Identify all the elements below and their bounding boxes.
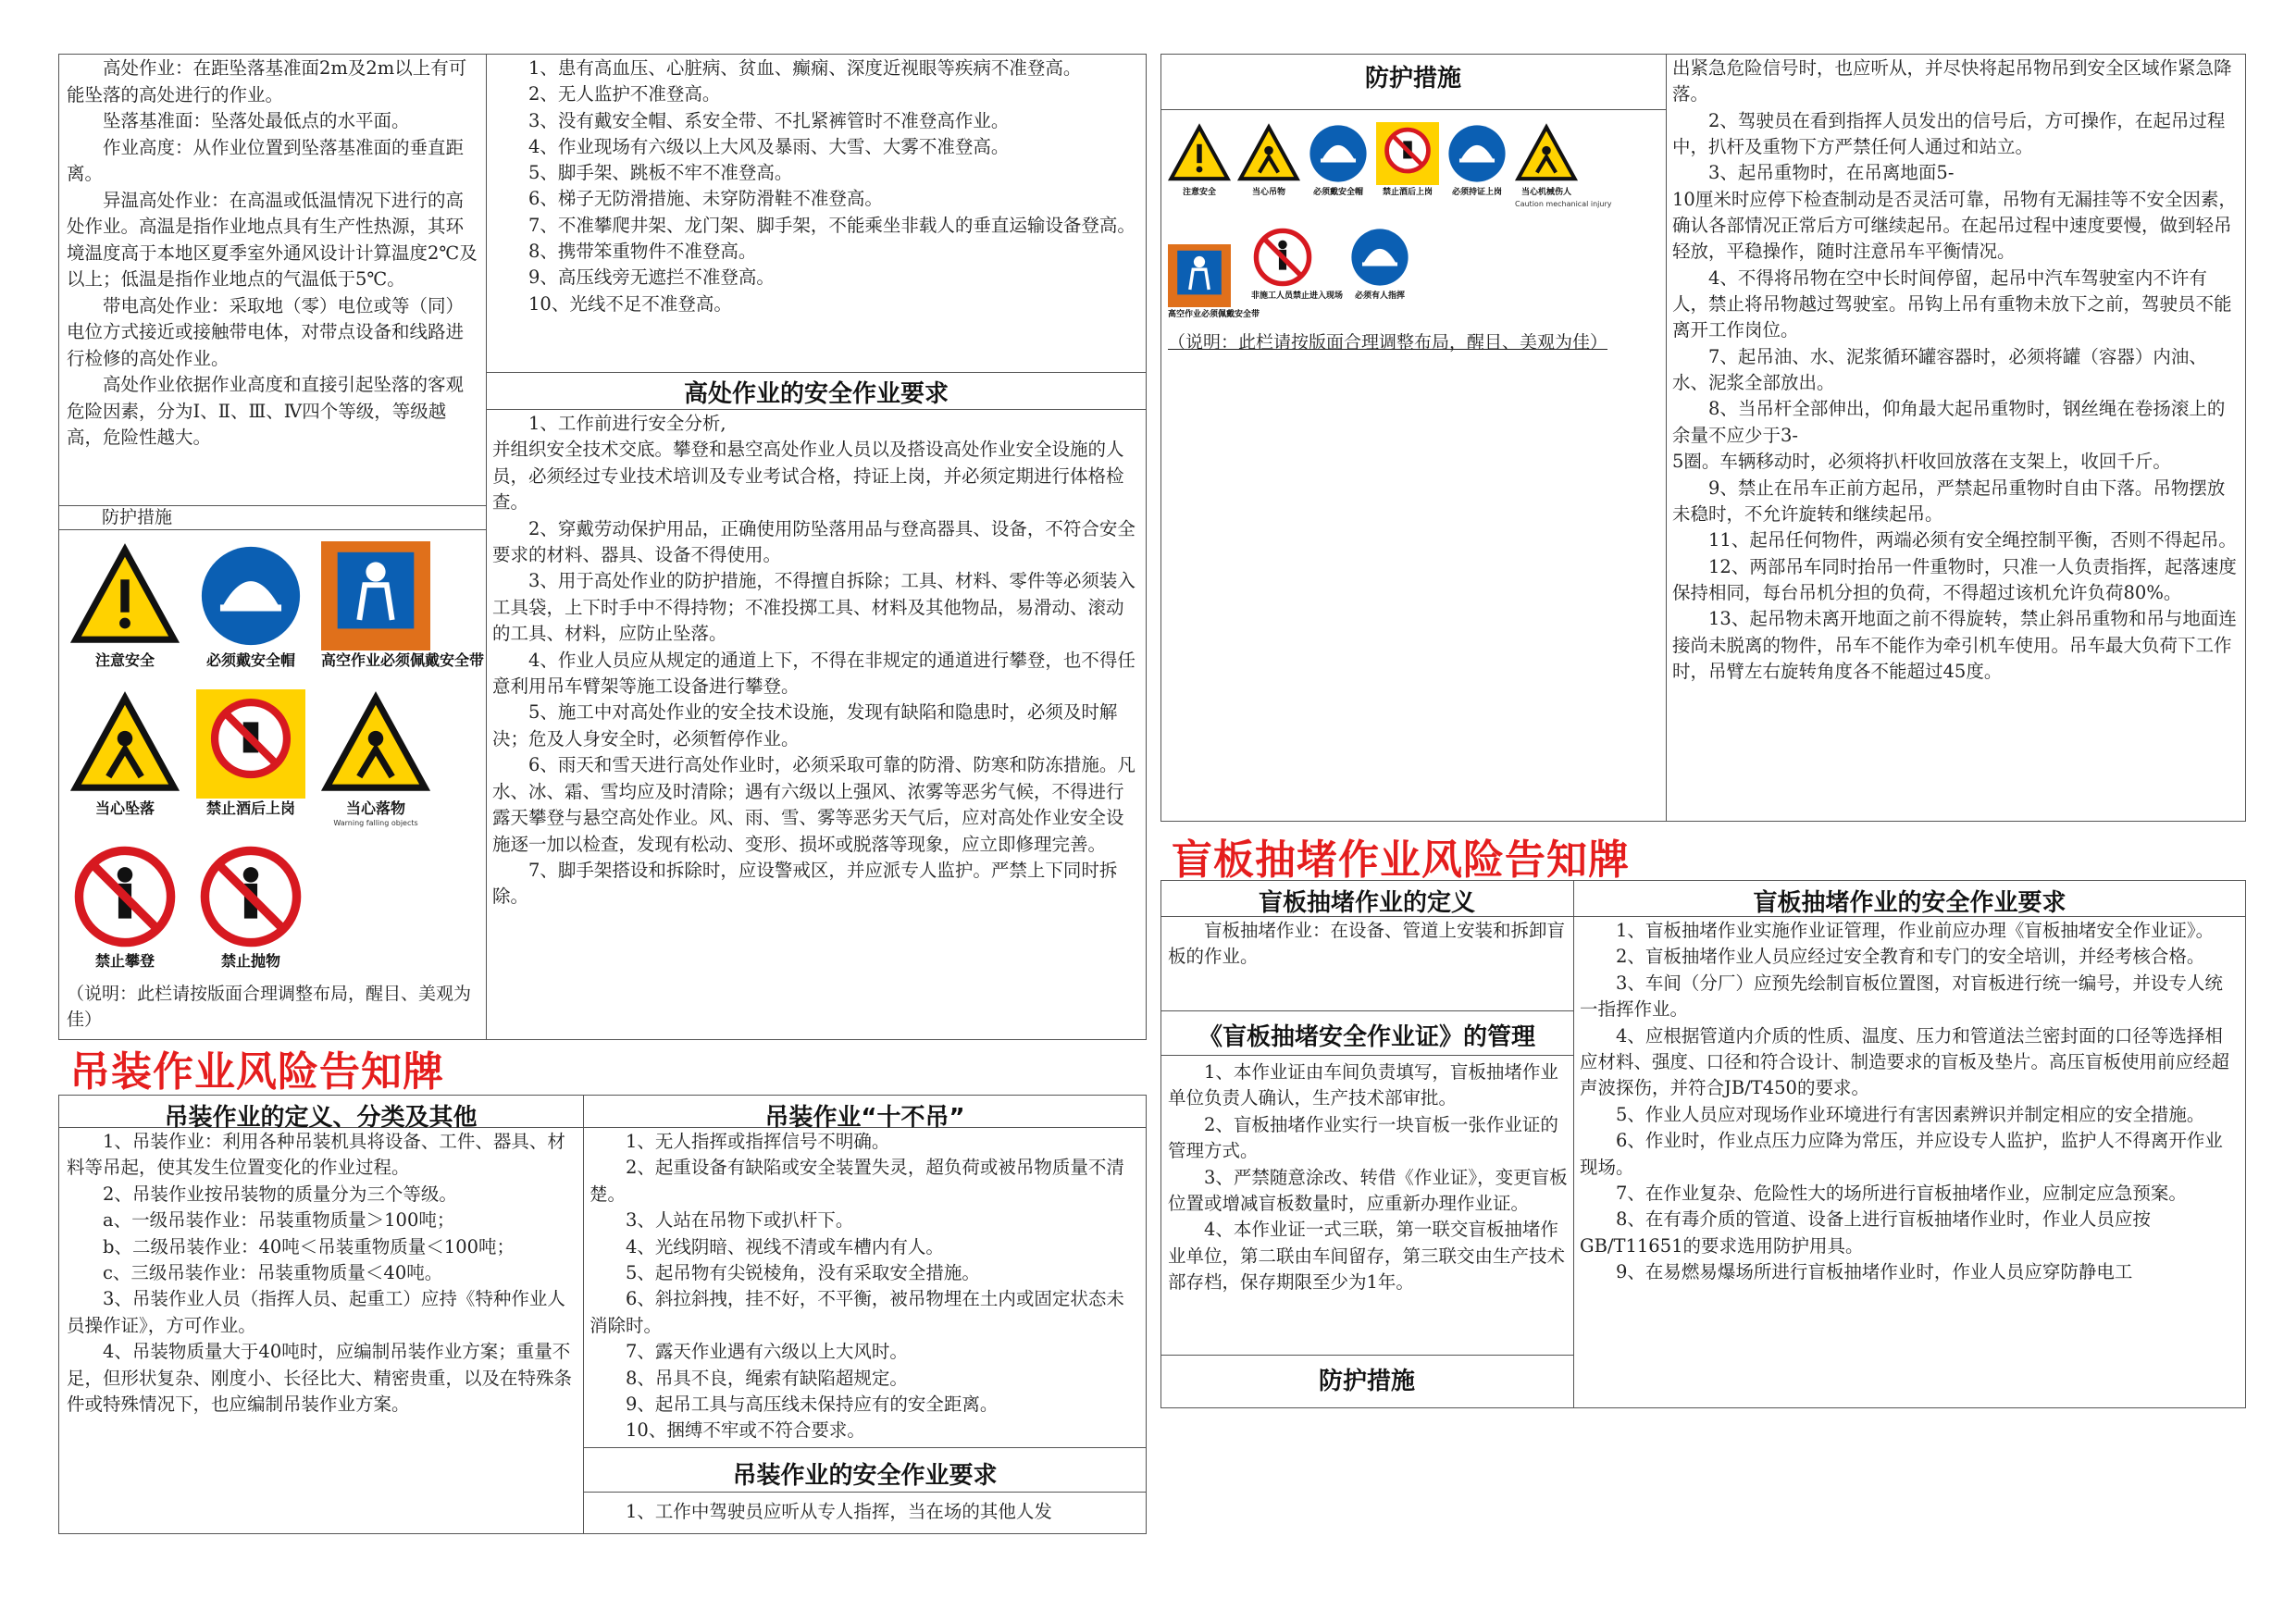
divider (1160, 1355, 1573, 1356)
sign-caption: 注意安全 (1168, 185, 1231, 200)
divider (583, 1492, 1147, 1493)
height-work-requirements (492, 411, 1140, 911)
divider (1160, 109, 1666, 110)
sign-caption: 必须有人指挥 (1348, 289, 1411, 304)
lifting-def-title: 吊装作业的定义、分类及其他 (164, 1104, 478, 1132)
safety-sign (1376, 122, 1439, 200)
height-work-note: （说明：此栏请按版面合理调整布局，醒目、美观为佳） (67, 984, 472, 1030)
paragraph: 2、吊装作业按吊装物的质量分为三个等级。 (103, 1183, 457, 1205)
blind-requirements (1580, 918, 2240, 1286)
divider (1160, 1055, 1573, 1056)
paragraph: 7、在作业复杂、危险性大的场所进行盲板抽堵作业，应制定应急预案。 (1616, 1183, 2187, 1205)
lifting-requirements-continued (1672, 56, 2240, 685)
height-work-signs (67, 532, 483, 985)
paragraph: 4、光线阴暗、视线不清或车槽内有人。 (626, 1235, 944, 1258)
paragraph: 3、吊装作业人员（指挥人员、起重工）应持《特种作业人员操作证》，方可作业。 (67, 1288, 565, 1336)
fall-warning-icon (70, 689, 180, 799)
paragraph: 7、脚手架搭设和拆除时，应设警戒区，并应派专人监护。严禁上下同时拆除。 (492, 859, 1118, 908)
sign-caption: 当心坠落 (70, 799, 180, 819)
paragraph: 5、起吊物有尖锐棱角，没有采取安全措施。 (626, 1262, 980, 1284)
paragraph: 3、没有戴安全帽、系安全带、不扎紧裤管时不准登高作业。 (528, 109, 1010, 131)
paragraph: 9、在易燃易爆场所进行盲板抽堵作业时，作业人员应穿防静电工 (1616, 1261, 2133, 1283)
sign-caption: 当心吊物 (1237, 185, 1300, 200)
divider (1160, 1010, 1573, 1011)
sign-caption: 非施工人员禁止进入现场 (1251, 289, 1314, 304)
paragraph: 3、车间（分厂）应预先绘制盲板位置图，对盲板进行统一编号，并设专人统一指挥作业。 (1580, 972, 2223, 1021)
paragraph: 9、起吊工具与高压线未保持应有的安全距离。 (626, 1394, 999, 1416)
paragraph: 5、施工中对高处作业的安全技术设施，发现有缺陷和隐患时，必须及时解决；危及人身安全时，必须暂停作业。 (492, 701, 1118, 750)
sign-caption: 禁止酒后上岗 (196, 799, 305, 819)
paragraph: 坠落基准面：坠落处最低点的水平面。 (103, 110, 410, 131)
mechanical-injury-icon (1515, 122, 1578, 185)
no-throwing-icon (196, 842, 305, 951)
paragraph: 作业高度：从作业位置到坠落基准面的垂直距离。 (67, 136, 465, 184)
divider (486, 54, 487, 1040)
divider (1666, 54, 1667, 822)
blind-title: 盲板抽堵作业风险告知牌 (1172, 836, 1630, 884)
paragraph: 13、起吊物未离开地面之前不得旋转，禁止斜吊重物和吊与地面连接尚未脱离的物件，吊车不能作为牵引机车使用。吊车最大负荷下工作时，吊臂左右旋转角度各不能超过45度。 (1672, 608, 2237, 682)
paragraph: 12、两部吊车同时抬吊一件重物时，只准一人负责指挥，起落速度保持相同，每台吊机分担的负荷，不得超过该机允许负荷80%。 (1672, 555, 2237, 603)
paragraph: 2、无人监护不准登高。 (528, 83, 721, 105)
paragraph: 3、用于高处作业的防护措施，不得擅自拆除；工具、材料、零件等必须装入工具袋，上下时手中不得持物；不准投掷工具、材料及其他物品，易滑动、滚动的工具、材料，应防止坠落。 (492, 570, 1136, 645)
paragraph: 8、当吊杆全部伸出，仰角最大起吊重物时，钢丝绳在卷扬滚上的余量不应少于3- (1672, 398, 2226, 446)
paragraph: 1、工作前进行安全分析, (528, 413, 726, 434)
falling-objects-icon (321, 689, 430, 799)
paragraph: 4、不得将吊物在空中长时间停留，起吊中汽车驾驶室内不许有人，禁止将吊物越过驾驶室。吊钩上吊有重物未放下之前，驾驶员不能离开工作岗位。 (1672, 266, 2232, 341)
safety-sign (1168, 122, 1231, 200)
paragraph: 6、雨天和雪天进行高处作业时，必须采取可靠的防滑、防寒和防冻措施。凡水、冰、霜、雪均应及时清除；遇有六级以上强风、浓雾等恶劣气候，不得进行露天攀登与悬空高处作业。风、雨、雪、雾等恶劣天气后，应对高处作业安全设施逐一加以检查，发现有松动、变形、损坏或脱落等现象，应立即修理完善。 (492, 754, 1136, 855)
paragraph: 10厘米时应停下检查制动是否灵活可靠，吊物有无漏挂等不安全因素，确认各部情况正常后方可继续起吊。在起吊过程中速度要慢，做到轻吊轻放，平稳操作，随时注意吊车平衡情况。 (1672, 188, 2237, 263)
safety-sign (1168, 244, 1260, 322)
safety-sign (1237, 122, 1300, 200)
sign-caption: 必须戴安全帽 (196, 650, 305, 671)
sign-caption: 必须持证上岗 (1446, 185, 1508, 200)
paragraph: 3、严禁随意涂改、转借《作业证》，变更盲板位置或增减盲板数量时，应重新办理作业证。 (1168, 1166, 1568, 1215)
paragraph: 1、吊装作业：利用各种吊装机具将设备、工件、器具、材料等吊起，使其发生位置变化的作业过程。 (67, 1131, 565, 1179)
sign-caption: 高空作业必须佩戴安全带 (321, 651, 485, 669)
blind-definition: 盲板抽堵作业：在设备、管道上安装和拆卸盲板的作业。 (1168, 920, 1566, 968)
safety-sign (321, 689, 430, 828)
divider (486, 372, 1147, 373)
safety-sign (70, 842, 180, 972)
paragraph: 5圈。车辆移动时，必须将扒杆收回放落在支架上，收回千斤。 (1672, 451, 2171, 473)
paragraph: 10、捆缚不牢或不符合要求。 (626, 1419, 865, 1442)
sign-caption: 当心落物 (321, 799, 430, 819)
sign-caption-en: Warning falling objects (333, 819, 418, 827)
safety-sign (1348, 226, 1411, 304)
paragraph: 2、盲板抽堵作业人员应经过安全教育和专门的安全培训，并经考核合格。 (1616, 946, 2205, 968)
sign-caption: 当心机械伤人 (1515, 185, 1578, 200)
blind-protection-title: 防护措施 (1318, 1368, 1415, 1395)
paragraph: 3、起吊重物时，在吊离地面5- (1708, 162, 1955, 184)
helmet-icon (1307, 122, 1370, 185)
paragraph: 11、起吊任何物件，两端必须有安全绳控制平衡，否则不得起吊。 (1708, 529, 2237, 551)
blind-management (1168, 1059, 1568, 1296)
paragraph: 6、作业时，作业点压力应降为常压，并应设专人监护，监护人不得离开作业现场。 (1580, 1130, 2223, 1178)
safety-sign (321, 541, 485, 671)
safety-sign (196, 689, 305, 819)
paragraph: 5、脚手架、跳板不牢不准登高。 (528, 162, 793, 184)
lifting-req-title: 吊装作业的安全作业要求 (732, 1462, 998, 1490)
paragraph: 4、吊装物质量大于40吨时，应编制吊装作业方案；重量不足，但形状复杂、刚度小、长径比大、精密贵重，以及在特殊条件或特殊情况下，也应编制吊装作业方案。 (67, 1341, 573, 1416)
blind-mgmt-title: 《盲板抽堵安全作业证》的管理 (1198, 1023, 1535, 1051)
paragraph: 4、作业人员应从规定的通道上下，不得在非规定的通道进行攀登，也不得任意利用吊车臂架等施工设备进行攀登。 (492, 649, 1136, 698)
lifting-protection-title: 防护措施 (1364, 65, 1461, 93)
caution-triangle-icon (1168, 122, 1231, 185)
paragraph: 带电高处作业：采取地（零）电位或等（同）电位方式接近或接触带电体，对带点设备和线路进行检修的高处作业。 (67, 294, 465, 369)
paragraph: 1、无人指挥或指挥信号不明确。 (626, 1131, 890, 1152)
paragraph: 1、盲板抽堵作业实施作业证管理，作业前应办理《盲板抽堵安全作业证》。 (1616, 920, 2215, 941)
sign-caption: 禁止攀登 (70, 951, 180, 972)
safety-sign (70, 689, 180, 819)
lifting-ten-title: 吊装作业“十不吊” (764, 1104, 965, 1132)
paragraph: 4、作业现场有六级以上大风及暴雨、大雪、大雾不准登高。 (528, 135, 1010, 157)
paragraph: 3、人站在吊物下或扒杆下。 (626, 1209, 854, 1232)
sign-caption: 注意安全 (70, 650, 180, 671)
divider (1573, 880, 1574, 1408)
divider (58, 529, 486, 530)
safety-sign (196, 541, 305, 671)
blind-req-title: 盲板抽堵作业的安全作业要求 (1753, 889, 2066, 917)
paragraph: 并组织安全技术交底。攀登和悬空高处作业人员以及搭设高处作业安全设施的人员，必须经过专业技术培训及专业考试合格，持证上岗，并必须定期进行体格检查。 (492, 439, 1124, 514)
sign-caption: 必须戴安全帽 (1307, 185, 1370, 200)
blind-def-title: 盲板抽堵作业的定义 (1258, 889, 1475, 917)
no-jumping-icon (70, 842, 180, 951)
paragraph: 2、穿戴劳动保护用品，正确使用防坠落用品与登高器具、设备，不符合安全要求的材料、器具、设备不得使用。 (492, 517, 1136, 566)
paragraph: 8、吊具不良，绳索有缺陷超规定。 (626, 1367, 908, 1389)
lifting-note: （说明：此栏请按版面合理调整布局，醒目、美观为佳） (1168, 332, 1608, 353)
paragraph: b、二级吊装作业：40吨＜吊装重物质量＜100吨； (103, 1235, 515, 1258)
paragraph: 6、梯子无防滑措施、未穿防滑鞋不准登高。 (528, 188, 883, 210)
paragraph: 6、斜拉斜拽，挂不好，不平衡，被吊物埋在土内或固定状态未消除时。 (590, 1288, 1124, 1336)
safety-sign (1251, 226, 1344, 304)
safety-harness-icon (321, 541, 430, 650)
paragraph: 9、高压线旁无遮拦不准登高。 (528, 266, 775, 289)
hanging-load-icon (1237, 122, 1300, 185)
divider (583, 1447, 1147, 1448)
safety-sign (1307, 122, 1370, 200)
paragraph: 9、禁止在吊车正前方起吊，严禁起吊重物时自由下落。吊物摆放未稳时，不允许旋转和继续起吊。 (1672, 477, 2226, 525)
paragraph: c、三级吊装作业：吊装重物质量＜40吨。 (103, 1262, 443, 1284)
lifting-title: 吊装作业风险告知牌 (69, 1048, 444, 1096)
paragraph: 异温高处作业：在高温或低温情况下进行的高处作业。高温是指作业地点具有生产性热源，其环境温度高于本地区夏季室外通风设计计算温度2℃及以上；低温是指作业地点的气温低于5℃。 (67, 189, 478, 290)
no-drinking-icon (196, 689, 305, 799)
paragraph: a、一级吊装作业：吊装重物质量＞100吨； (103, 1209, 455, 1232)
paragraph: 7、露天作业遇有六级以上大风时。 (626, 1341, 908, 1363)
lifting-signs (1168, 117, 1658, 339)
height-work-definitions (67, 56, 481, 452)
protection-label: 防护措施 (102, 507, 173, 527)
paragraph: 10、光线不足不准登高。 (528, 292, 732, 315)
lifting-ten-rules (590, 1129, 1141, 1444)
sign-caption: 高空作业必须佩戴安全带 (1168, 307, 1231, 322)
paragraph: 4、应根据管道内介质的性质、温度、压力和管道法兰密封面的口径等选择相应材料、强度、口径和符合设计、制造要求的盲板及垫片。高压盲板使用前应经超声波探伤，并符合JB/T450的要求。 (1580, 1024, 2230, 1099)
paragraph: 2、驾驶员在看到指挥人员发出的信号后，方可操作，在起吊过程中，扒杆及重物下方严禁任何人通过和站立。 (1672, 109, 2226, 158)
sign-caption: 禁止抛物 (196, 951, 305, 972)
sign-caption: 禁止酒后上岗 (1376, 185, 1439, 200)
paragraph: 出紧急危险信号时，也应听从，并尽快将起吊物吊到安全区域作紧急降落。 (1672, 57, 2232, 105)
certificate-icon (1446, 122, 1508, 185)
paragraph: 2、盲板抽堵作业实行一块盲板一张作业证的管理方式。 (1168, 1113, 1558, 1162)
divider (486, 409, 1147, 410)
helmet-icon (196, 541, 305, 650)
paragraph: 8、在有毒介质的管道、设备上进行盲板抽堵作业时，作业人员应按GB/T11651的要求选用防护用具。 (1580, 1208, 2151, 1257)
paragraph: 1、本作业证由车间负责填写，盲板抽堵作业单位负责人确认，生产技术部审批。 (1168, 1061, 1558, 1109)
safety-harness-icon (1168, 244, 1231, 307)
paragraph: 1、患有高血压、心脏病、贫血、癫痫、深度近视眼等疾病不准登高。 (528, 57, 1082, 79)
lifting-req-first: 1、工作中驾驶员应听从专人指挥，当在场的其他人发 (626, 1501, 1052, 1522)
safety-sign (1515, 122, 1611, 209)
paragraph: 4、本作业证一式三联，第一联交盲板抽堵作业单位，第二联由车间留存，第三联交由生产技术部存档，保存期限至少为1年。 (1168, 1219, 1566, 1294)
no-entry-person-icon (1251, 226, 1314, 289)
safety-sign (196, 842, 305, 972)
lifting-definitions (67, 1129, 577, 1418)
no-drinking-icon (1376, 122, 1439, 185)
caution-triangle-icon (70, 541, 180, 650)
paragraph: 2、起重设备有缺陷或安全装置失灵，超负荷或被吊物质量不清楚。 (590, 1157, 1124, 1205)
paragraph: 7、不准攀爬井架、龙门架、脚手架，不能乘坐非载人的垂直运输设备登高。 (528, 214, 1136, 236)
paragraph: 高处作业：在距坠落基准面2m及2m以上有可能坠落的高处进行的作业。 (67, 57, 467, 105)
commander-icon (1348, 226, 1411, 289)
height-work-req-title: 高处作业的安全作业要求 (683, 380, 949, 408)
sign-caption-en: Caution mechanical injury (1515, 200, 1612, 208)
paragraph: 7、起吊油、水、泥浆循环罐容器时，必须将罐（容器）内油、水、泥浆全部放出。 (1672, 345, 2207, 394)
height-work-prohibitions (492, 56, 1140, 317)
safety-sign (70, 541, 180, 671)
paragraph: 高处作业依据作业高度和直接引起坠落的客观危险因素，分为Ⅰ、Ⅱ、Ⅲ、Ⅳ四个等级，等级越高，危险性越大。 (67, 374, 465, 448)
paragraph: 5、作业人员应对现场作业环境进行有害因素辨识并制定相应的安全措施。 (1616, 1103, 2205, 1125)
safety-sign (1446, 122, 1508, 200)
paragraph: 8、携带笨重物件不准登高。 (528, 241, 757, 263)
